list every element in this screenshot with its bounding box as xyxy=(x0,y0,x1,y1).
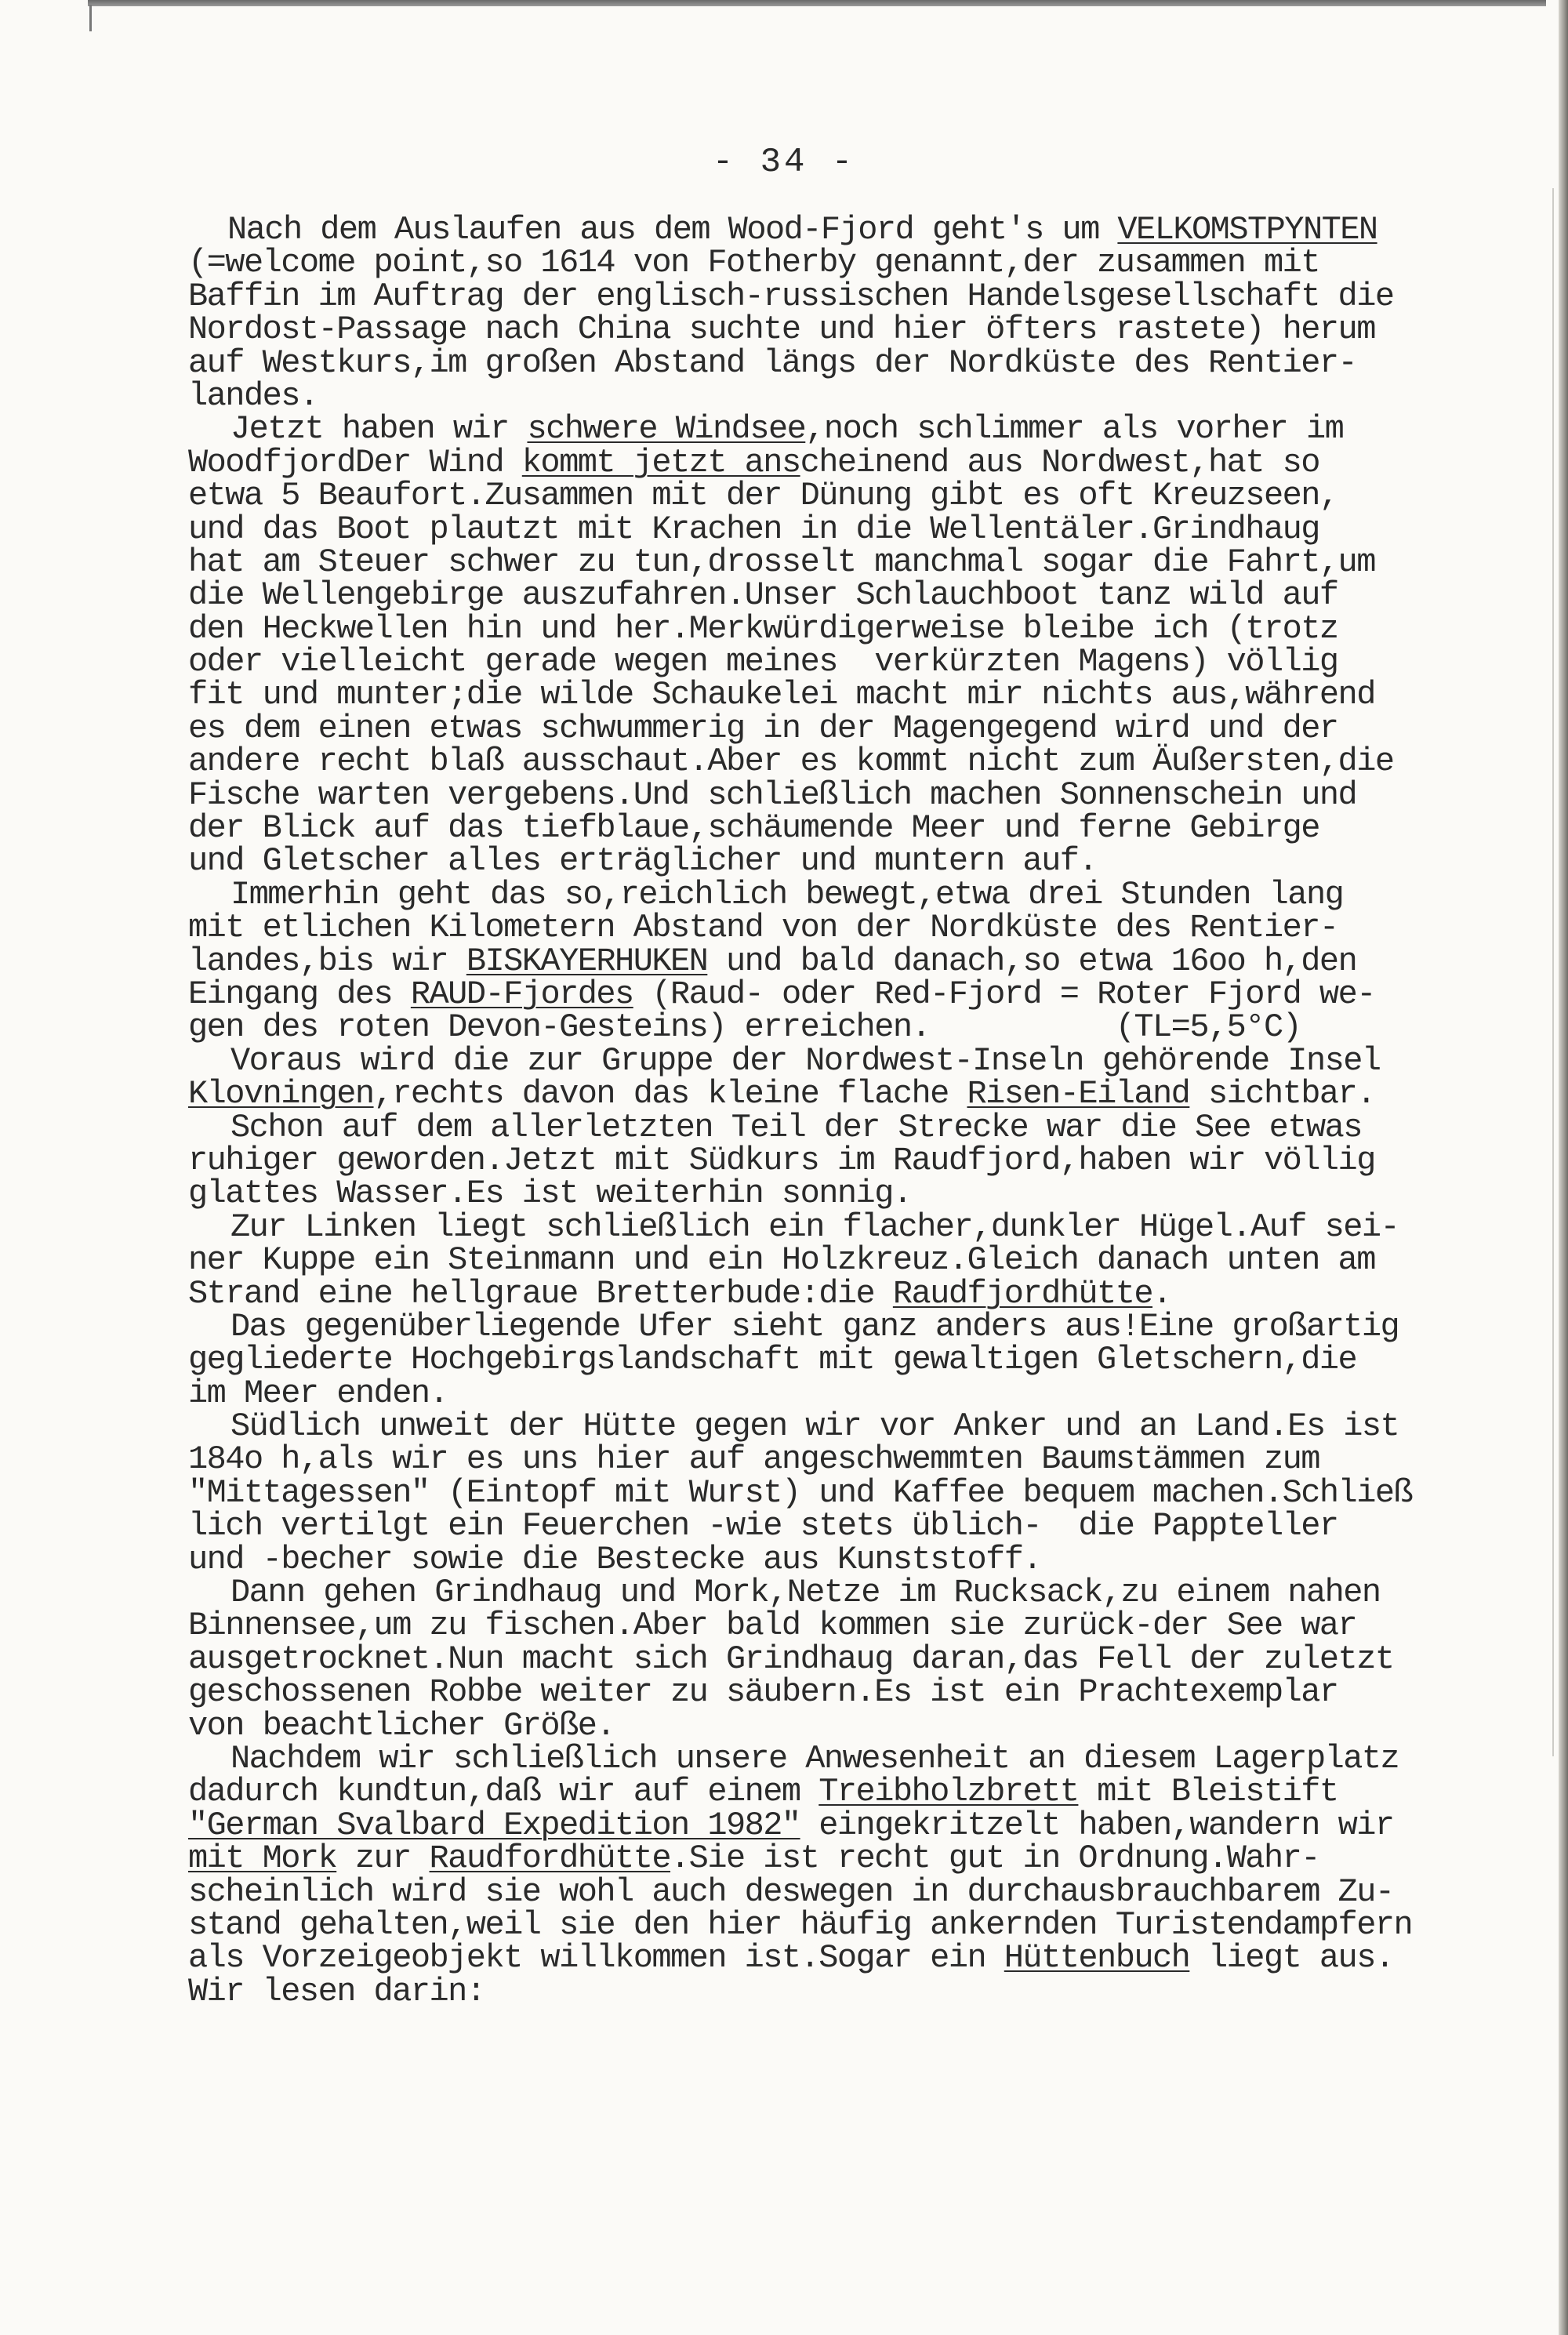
text-segment: lich vertilgt ein Feuerchen -wie stets üblich- die Pappteller xyxy=(188,1507,1338,1545)
underlined-term: "German Svalbard Expedition 1982" xyxy=(188,1806,800,1844)
text-line xyxy=(188,277,1552,315)
text-segment: gen des roten Devon-Gesteins) erreichen. (TL=5,5°C) xyxy=(188,1008,1301,1047)
text-line xyxy=(188,1341,1552,1379)
underlined-term: mit Mork xyxy=(188,1839,337,1878)
text-segment: Jetzt haben wir xyxy=(230,410,528,448)
text-line xyxy=(188,310,1552,349)
text-line xyxy=(188,1607,1552,1645)
text-segment: den Heckwellen hin und her.Merkwürdigerweise bleibe ich (trotz xyxy=(188,609,1338,648)
text-line xyxy=(188,1972,1552,2010)
text-segment: WoodfjordDer Wind xyxy=(188,443,522,481)
underlined-term: Hüttenbuch xyxy=(1004,1939,1190,1977)
text-segment: im Meer enden. xyxy=(188,1374,448,1412)
text-segment: Binnensee,um zu fischen.Aber bald kommen sie zurück-der See war xyxy=(188,1607,1357,1645)
underlined-term: Klovningen xyxy=(188,1075,374,1113)
text-line xyxy=(188,1839,1552,1878)
text-segment: der Blick auf das tiefblaue,schäumende Meer und ferne Gebirge xyxy=(188,809,1319,848)
text-line xyxy=(188,743,1552,781)
text-line xyxy=(188,1473,1552,1512)
text-segment: stand gehalten,weil sie den hier häufig ankernden Turistendampfern xyxy=(188,1905,1413,1944)
text-segment: mit etlichen Kilometern Abstand von der Nordküste des Rentier- xyxy=(188,909,1338,947)
text-segment: fit und munter;die wilde Schaukelei macht mir nichts aus,während xyxy=(188,676,1375,714)
text-segment: .Sie ist recht gut in Ordnung.Wahr- xyxy=(670,1839,1319,1878)
text-segment: andere recht blaß ausschaut.Aber es kommt nicht zum Äußersten,die xyxy=(188,743,1394,781)
text-segment: Strand eine hellgraue Bretterbude:die xyxy=(188,1274,893,1313)
text-line xyxy=(188,1274,1552,1313)
text-line xyxy=(188,1640,1552,1678)
text-line xyxy=(188,1673,1552,1712)
text-line xyxy=(188,609,1552,648)
text-line xyxy=(188,1872,1552,1911)
right-margin-shadow xyxy=(1552,188,1554,1756)
text-line xyxy=(188,1507,1552,1545)
text-segment: Immerhin geht das so,reichlich bewegt,etwa drei Stunden lang xyxy=(230,875,1344,913)
text-segment: glattes Wasser.Es ist weiterhin sonnig. xyxy=(188,1175,912,1213)
text-segment: ,noch schlimmer als vorher im xyxy=(805,410,1344,448)
page-number: - 34 - xyxy=(712,143,856,182)
text-segment: (=welcome point,so 1614 von Fotherby genannt,der zusammen mit xyxy=(188,244,1319,282)
text-line xyxy=(188,909,1552,947)
text-segment: von beachtlicher Größe. xyxy=(188,1706,615,1745)
text-segment: und das Boot plautzt mit Krachen in die Wellentäler.Grindhaug xyxy=(188,510,1319,548)
text-segment: ,rechts davon das kleine flache xyxy=(373,1075,967,1113)
text-segment: mit Bleistift xyxy=(1078,1773,1338,1811)
underlined-term: Risen-Eiland xyxy=(967,1075,1190,1113)
underlined-term: RAUD-Fjordes xyxy=(410,975,633,1013)
text-segment: landes,bis wir xyxy=(188,942,466,980)
text-line xyxy=(188,1440,1552,1479)
underlined-term: VELKOMSTPYNTEN xyxy=(1117,211,1377,249)
text-segment: eingekritzelt haben,wandern wir xyxy=(800,1806,1394,1844)
text-segment: zur xyxy=(336,1839,430,1878)
text-segment: "Mittagessen" (Eintopf mit Wurst) und Kaffee bequem machen.Schließ xyxy=(188,1473,1413,1512)
text-line xyxy=(188,477,1552,515)
text-segment: Baffin im Auftrag der englisch-russischen Handelsgesellschaft die xyxy=(188,277,1394,315)
text-line xyxy=(188,1540,1552,1578)
text-segment: Südlich unweit der Hütte gegen wir vor Anker und an Land.Es ist xyxy=(230,1407,1399,1446)
text-line xyxy=(188,643,1552,681)
text-segment: etwa 5 Beaufort.Zusammen mit der Dünung gibt es oft Kreuzseen, xyxy=(188,477,1338,515)
text-segment: liegt aus. xyxy=(1189,1939,1394,1977)
underlined-term: kommt jetzt ans xyxy=(521,443,800,481)
text-segment: . xyxy=(1152,1274,1171,1313)
text-segment: Nordost-Passage nach China suchte und hier öfters rastete) herum xyxy=(188,310,1375,349)
text-line xyxy=(188,1773,1552,1811)
text-line xyxy=(188,576,1552,615)
text-segment: scheinlich wird sie wohl auch deswegen in durchausbrauchbarem Zu- xyxy=(188,1872,1394,1911)
underlined-term: schwere Windsee xyxy=(527,410,806,448)
text-segment: Voraus wird die zur Gruppe der Nordwest-Inseln gehörende Insel xyxy=(230,1041,1381,1080)
text-line xyxy=(188,1939,1552,1977)
text-segment: geschossenen Robbe weiter zu säubern.Es ist ein Prachtexemplar xyxy=(188,1673,1338,1712)
text-line xyxy=(188,1374,1552,1412)
text-segment: cheinend aus Nordwest,hat so xyxy=(800,443,1319,481)
text-segment: und Gletscher alles erträglicher und muntern auf. xyxy=(188,842,1098,881)
text-line xyxy=(188,1175,1552,1213)
text-line xyxy=(188,809,1552,848)
text-segment: und bald danach,so etwa 16oo h,den xyxy=(707,942,1357,980)
text-segment: ruhiger geworden.Jetzt mit Südkurs im Raudfjord,haben wir völlig xyxy=(188,1141,1375,1179)
text-segment: (Raud- oder Red-Fjord = Roter Fjord we- xyxy=(633,975,1375,1013)
text-line xyxy=(188,1407,1552,1446)
text-segment: Eingang des xyxy=(188,975,411,1013)
text-segment: landes. xyxy=(188,376,318,415)
text-segment: ausgetrocknet.Nun macht sich Grindhaug daran,das Fell der zuletzt xyxy=(188,1640,1394,1678)
text-line xyxy=(188,1739,1552,1778)
text-line xyxy=(188,244,1552,282)
text-line xyxy=(188,1307,1552,1345)
text-line xyxy=(188,1806,1552,1844)
text-segment: es dem einen etwas schwummerig in der Magengegend wird und der xyxy=(188,709,1338,747)
text-line xyxy=(188,1574,1552,1612)
text-line xyxy=(188,1008,1552,1047)
text-line xyxy=(188,1905,1552,1944)
body-text xyxy=(188,213,1552,2008)
text-line xyxy=(188,443,1552,481)
text-segment: sichtbar. xyxy=(1189,1075,1375,1113)
text-segment: als Vorzeigeobjekt willkommen ist.Sogar ein xyxy=(188,1939,1004,1977)
text-line xyxy=(188,842,1552,881)
text-segment: Fische warten vergebens.Und schließlich machen Sonnenschein und xyxy=(188,775,1357,814)
text-line xyxy=(188,410,1552,448)
text-segment: dadurch kundtun,daß wir auf einem xyxy=(188,1773,819,1811)
text-line xyxy=(188,1706,1552,1745)
text-segment: ner Kuppe ein Steinmann und ein Holzkreuz.Gleich danach unten am xyxy=(188,1241,1375,1280)
top-left-mark xyxy=(89,5,92,31)
text-line xyxy=(188,942,1552,980)
text-segment: Dann gehen Grindhaug und Mork,Netze im Rucksack,zu einem nahen xyxy=(230,1574,1381,1612)
text-segment: die Wellengebirge auszufahren.Unser Schlauchboot tanz wild auf xyxy=(188,576,1338,615)
text-segment: Das gegenüberliegende Ufer sieht ganz anders aus!Eine großartig xyxy=(230,1307,1399,1345)
text-segment: hat am Steuer schwer zu tun,drosselt manchmal sogar die Fahrt,um xyxy=(188,543,1375,581)
text-line xyxy=(188,543,1552,581)
text-line xyxy=(188,1041,1552,1080)
text-line xyxy=(188,875,1552,913)
text-line xyxy=(188,510,1552,548)
text-segment: gegliederte Hochgebirgslandschaft mit gewaltigen Gletschern,die xyxy=(188,1341,1357,1379)
text-line xyxy=(188,1241,1552,1280)
text-segment: Nach dem Auslaufen aus dem Wood-Fjord geht's um xyxy=(227,211,1118,249)
text-line xyxy=(188,343,1552,382)
text-segment: oder vielleicht gerade wegen meines verkürzten Magens) völlig xyxy=(188,643,1338,681)
underlined-term: BISKAYERHUKEN xyxy=(466,942,708,980)
text-line xyxy=(188,211,1552,249)
right-page-edge xyxy=(1559,0,1568,2335)
text-line xyxy=(188,775,1552,814)
text-line xyxy=(188,975,1552,1013)
text-line xyxy=(188,376,1552,415)
text-segment: Zur Linken liegt schließlich ein flacher,dunkler Hügel.Auf sei- xyxy=(230,1207,1399,1246)
text-segment: Nachdem wir schließlich unsere Anwesenheit an diesem Lagerplatz xyxy=(230,1739,1399,1778)
text-segment: und -becher sowie die Bestecke aus Kunststoff. xyxy=(188,1540,1042,1578)
text-line xyxy=(188,676,1552,714)
text-segment: Schon auf dem allerletzten Teil der Strecke war die See etwas xyxy=(230,1108,1362,1146)
underlined-term: Treibholzbrett xyxy=(818,1773,1079,1811)
text-line xyxy=(188,709,1552,747)
text-line xyxy=(188,1207,1552,1246)
text-line xyxy=(188,1108,1552,1146)
text-segment: Wir lesen darin: xyxy=(188,1972,485,2010)
underlined-term: Raudfordhütte xyxy=(429,1839,671,1878)
text-line xyxy=(188,1075,1552,1113)
underlined-term: Raudfjordhütte xyxy=(892,1274,1153,1313)
text-line xyxy=(188,1141,1552,1179)
top-edge-rule xyxy=(88,0,1546,6)
text-segment: 184o h,als wir es uns hier auf angeschwemmten Baumstämmen zum xyxy=(188,1440,1319,1479)
text-segment: auf Westkurs,im großen Abstand längs der Nordküste des Rentier- xyxy=(188,343,1357,382)
